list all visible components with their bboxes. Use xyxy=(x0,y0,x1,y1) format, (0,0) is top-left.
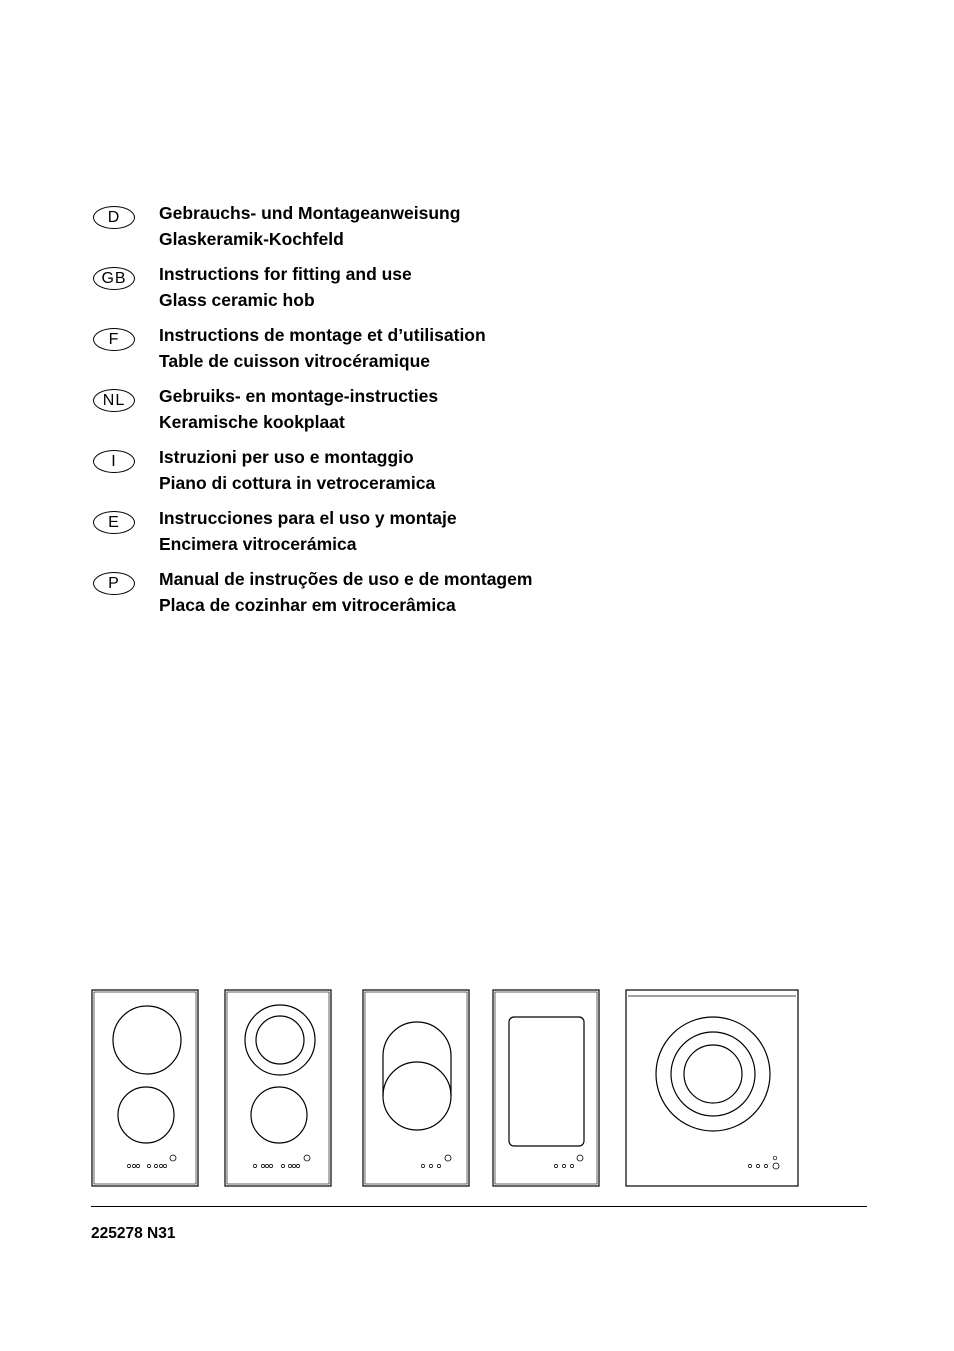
language-badge-nl: NL xyxy=(93,389,135,412)
product-title: Encimera vitrocerámica xyxy=(159,533,357,554)
language-row-f xyxy=(92,323,692,384)
hob-illustrations-drawing xyxy=(90,988,802,1190)
hob-model-2 xyxy=(225,990,331,1186)
language-badge-f: F xyxy=(93,328,135,351)
product-title: Placa de cozinhar em vitrocerâmica xyxy=(159,594,456,615)
hob-model-4 xyxy=(493,990,599,1186)
product-title: Glass ceramic hob xyxy=(159,289,315,310)
language-row-e xyxy=(92,506,692,567)
language-titles-p xyxy=(159,567,532,618)
footer-divider xyxy=(91,1206,867,1207)
manual-title: Instructions for fitting and use xyxy=(159,264,412,284)
product-title: Piano di cottura in vetroceramica xyxy=(159,472,436,493)
language-badge-de: D xyxy=(93,206,135,229)
manual-title: Gebrauchs- und Montageanweisung xyxy=(159,203,461,223)
manual-title: Instrucciones para el uso y montaje xyxy=(159,508,457,528)
language-row-gb xyxy=(92,262,692,323)
hob-model-1 xyxy=(92,990,198,1186)
language-titles-e xyxy=(159,506,457,557)
language-row-nl xyxy=(92,384,692,445)
language-badge-gb: GB xyxy=(93,267,135,290)
language-badge-i: I xyxy=(93,450,135,473)
document-code: 225278 N31 xyxy=(91,1225,176,1242)
manual-title: Instructions de montage et d’utilisation xyxy=(159,325,486,345)
language-row-i xyxy=(92,445,692,506)
product-title: Glaskeramik-Kochfeld xyxy=(159,228,344,249)
language-badge-e: E xyxy=(93,511,135,534)
language-titles-i xyxy=(159,445,435,496)
language-list xyxy=(92,201,692,628)
language-titles-de xyxy=(159,201,460,252)
language-titles-f xyxy=(159,323,486,374)
language-badge-p: P xyxy=(93,572,135,595)
language-titles-gb xyxy=(159,262,412,313)
manual-title: Gebruiks- en montage-instructies xyxy=(159,386,439,406)
language-titles-nl xyxy=(159,384,438,435)
hob-model-5 xyxy=(626,990,798,1186)
language-row-de xyxy=(92,201,692,262)
product-title: Table de cuisson vitrocéramique xyxy=(159,350,431,371)
hob-model-3 xyxy=(363,990,469,1186)
manual-title: Istruzioni per uso e montaggio xyxy=(159,447,414,467)
hob-illustrations xyxy=(90,988,802,1190)
language-row-p xyxy=(92,567,692,628)
product-title: Keramische kookplaat xyxy=(159,411,345,432)
manual-title: Manual de instruções de uso e de montagem xyxy=(159,569,533,589)
